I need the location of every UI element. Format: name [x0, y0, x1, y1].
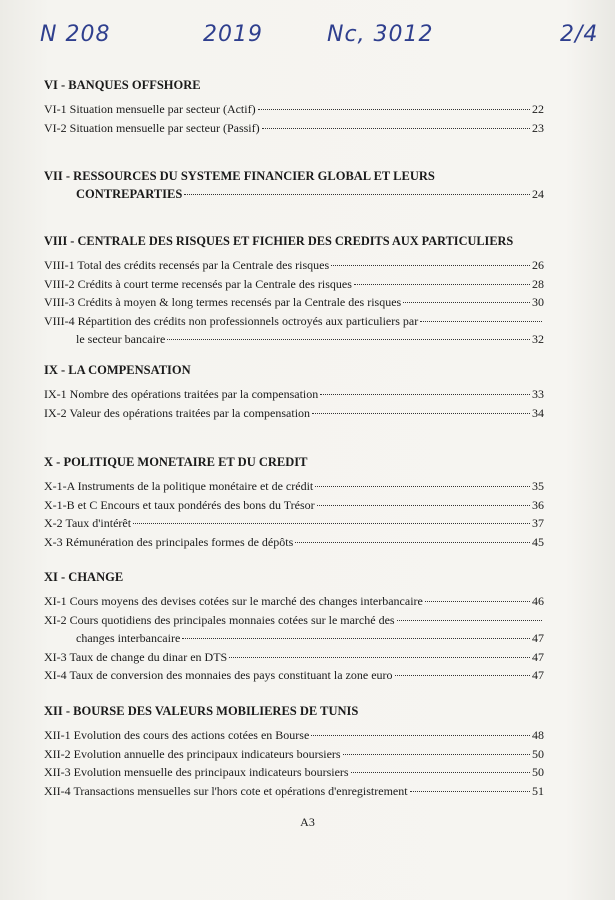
section-x: [44, 455, 544, 550]
section-ix: [44, 363, 544, 421]
entry-page: 24: [532, 187, 544, 201]
handwritten-code: Nc, 3012: [327, 22, 434, 47]
entry-page: 33: [532, 387, 544, 401]
leader-dots: [133, 510, 530, 524]
entry-label: XII-4 Transactions mensuelles sur l'hors cote et opérations d'enregistrement: [44, 783, 408, 798]
leader-dots: [315, 473, 530, 487]
leader-dots: [425, 588, 530, 602]
section-viii: [44, 234, 544, 348]
entry-page: 50: [532, 746, 544, 761]
entry-label: X-1-B et C Encours et taux pondérés des bons du Trésor: [44, 497, 315, 512]
entry-page: 47: [532, 649, 544, 664]
leader-dots: [343, 741, 530, 755]
toc-entry: [44, 781, 544, 800]
entry-label: XII-1 Evolution des cours des actions cotées en Bourse: [44, 728, 310, 742]
entry-label: IX-1 Nombre des opérations traitées par la compensation: [44, 387, 319, 401]
section-vii: [44, 169, 544, 203]
leader-dots: [167, 326, 530, 340]
entry-label: XII-3 Evolution mensuelle des principaux indicateurs boursiers: [44, 765, 349, 779]
leader-dots: [331, 252, 530, 266]
entry-page: 34: [532, 405, 544, 420]
entry-label: IX-2 Valeur des opérations traitées par la compensation: [44, 405, 311, 420]
toc-entry: [44, 184, 544, 203]
entry-label: VI-2 Situation mensuelle par secteur (Passif): [44, 120, 260, 135]
leader-dots: [182, 625, 530, 639]
toc-entry: [44, 665, 544, 684]
entry-label: XII-2 Evolution annuelle des principaux indicateurs boursiers: [44, 746, 341, 761]
leader-dots: [295, 529, 530, 543]
leader-dots: [258, 96, 530, 110]
entry-label: VIII-2 Crédits à court terme recensés par la Centrale des risques: [44, 276, 352, 291]
entry-page: 22: [532, 102, 544, 116]
entry-label: VIII-4 Répartition des crédits non professionnels octroyés aux particuliers par: [44, 313, 419, 328]
entry-label-continuation: le secteur bancaire: [76, 332, 166, 346]
leader-dots: [395, 662, 530, 676]
section-title: IX - LA COMPENSATION: [44, 363, 191, 377]
entry-page: 30: [532, 295, 544, 309]
entry-label: VI-1 Situation mensuelle par secteur (Actif): [44, 102, 256, 116]
section-title: XII - BOURSE DES VALEURS MOBILIERES DE TUNIS: [44, 704, 359, 718]
section-vi: [44, 78, 544, 136]
entry-label: X-1-A Instruments de la politique monétaire et de crédit: [44, 479, 314, 493]
entry-page: 50: [532, 765, 544, 779]
leader-dots: [410, 778, 530, 792]
entry-page: 26: [532, 258, 544, 272]
entry-page: 23: [532, 120, 544, 135]
leader-dots: [403, 289, 530, 303]
entry-label: XI-4 Taux de conversion des monnaies des pays constituant la zone euro: [44, 668, 393, 682]
entry-page: 47: [532, 668, 544, 682]
section-xii: [44, 704, 544, 799]
entry-page: 28: [532, 276, 544, 291]
handwritten-page-count: 2/4: [560, 22, 599, 47]
entry-page: 45: [532, 534, 544, 549]
entry-label: X-2 Taux d'intérêt: [44, 516, 132, 530]
leader-dots: [229, 644, 530, 658]
leader-dots: [420, 308, 542, 322]
toc-entry-continuation: [44, 329, 544, 348]
page-footer: A3: [300, 815, 315, 829]
entry-label: XI-3 Taux de change du dinar en DTS: [44, 649, 228, 664]
leader-dots: [351, 759, 530, 773]
section-title: XI - CHANGE: [44, 570, 124, 584]
leader-dots: [317, 492, 530, 506]
leader-dots: [311, 722, 530, 736]
handwritten-year: 2019: [203, 22, 263, 47]
entry-label: VIII-3 Crédits à moyen & long termes recensés par la Centrale des risques: [44, 295, 402, 309]
leader-dots: [354, 271, 530, 285]
toc-entry: [44, 532, 544, 551]
toc-entry: [44, 403, 544, 422]
entry-label: VIII-1 Total des crédits recensés par la Centrale des risques: [44, 258, 330, 272]
leader-dots: [262, 115, 530, 129]
section-title: VIII - CENTRALE DES RISQUES ET FICHIER DES CREDITS AUX PARTICULIERS: [44, 234, 514, 248]
section-title-line1: VII - RESSOURCES DU SYSTEME FINANCIER GLOBAL ET LEURS: [44, 169, 435, 183]
entry-page: 51: [532, 783, 544, 798]
entry-page: 46: [532, 594, 544, 608]
section-title: X - POLITIQUE MONETAIRE ET DU CREDIT: [44, 455, 308, 469]
section-title: VI - BANQUES OFFSHORE: [44, 78, 201, 92]
leader-dots: [320, 381, 530, 395]
entry-label: X-3 Rémunération des principales formes de dépôts: [44, 534, 294, 549]
leader-dots: [397, 607, 542, 621]
entry-page: 48: [532, 728, 544, 742]
entry-label-continuation: changes interbancaire: [76, 631, 181, 645]
entry-label: XI-1 Cours moyens des devises cotées sur le marché des changes interbancaire: [44, 594, 423, 608]
entry-page: 37: [532, 516, 544, 530]
entry-label: XI-2 Cours quotidiens des principales monnaies cotées sur le marché des: [44, 612, 395, 627]
entry-page: 35: [532, 479, 544, 493]
section-title-line2: CONTREPARTIES: [76, 187, 183, 201]
entry-page: 36: [532, 497, 544, 512]
leader-dots: [312, 400, 530, 414]
entry-page: 32: [532, 332, 544, 346]
entry-page: 47: [532, 631, 544, 645]
section-xi: [44, 570, 544, 684]
handwritten-ref-number: N 208: [40, 22, 111, 47]
toc-entry: [44, 118, 544, 137]
leader-dots: [184, 181, 530, 195]
